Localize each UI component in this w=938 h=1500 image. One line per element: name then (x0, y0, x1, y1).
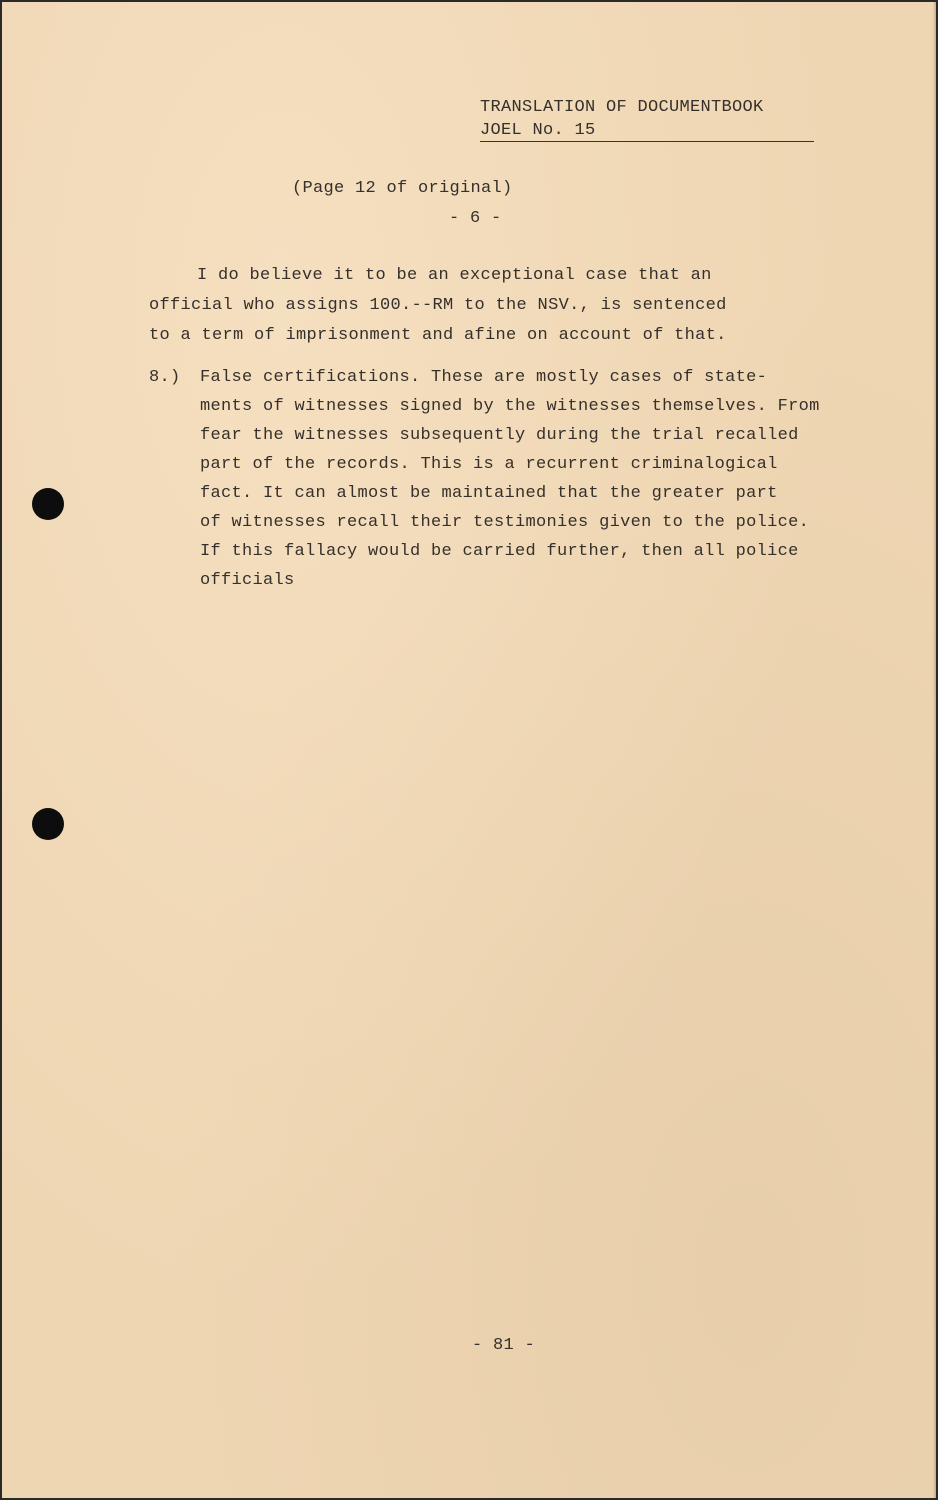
item-line: ments of witnesses signed by the witnesses themselves. From (200, 397, 820, 416)
item-line: of witnesses recall their testimonies given to the police. (200, 513, 810, 532)
item-line: fear the witnesses subsequently during the trial recalled (200, 426, 799, 445)
item-line: part of the records. This is a recurrent criminalogical (200, 455, 778, 474)
item-line: False certifications. These are mostly cases of state- (200, 368, 768, 387)
paragraph-line: I do believe it to be an exceptional case that an (197, 266, 712, 285)
page-number: - 6 - (449, 209, 502, 228)
punch-hole (32, 488, 64, 520)
paragraph-line: official who assigns 100.--RM to the NSV., is sentenced (149, 296, 727, 315)
header-docbook-number: JOEL No. 15 (480, 121, 596, 140)
header-underline (480, 141, 814, 142)
item-line: If this fallacy would be carried further, then all police (200, 542, 799, 561)
punch-hole (32, 808, 64, 840)
item-line: officials (200, 571, 295, 590)
document-page (2, 2, 936, 1498)
original-page-reference: (Page 12 of original) (292, 179, 513, 198)
footer-page-number: - 81 - (472, 1336, 536, 1355)
item-line: fact. It can almost be maintained that the greater part (200, 484, 778, 503)
paragraph-line: to a term of imprisonment and afine on account of that. (149, 326, 727, 345)
header-title: TRANSLATION OF DOCUMENTBOOK (480, 98, 764, 117)
item-number: 8.) (149, 368, 181, 387)
page-edge-shadow (933, 2, 936, 1498)
